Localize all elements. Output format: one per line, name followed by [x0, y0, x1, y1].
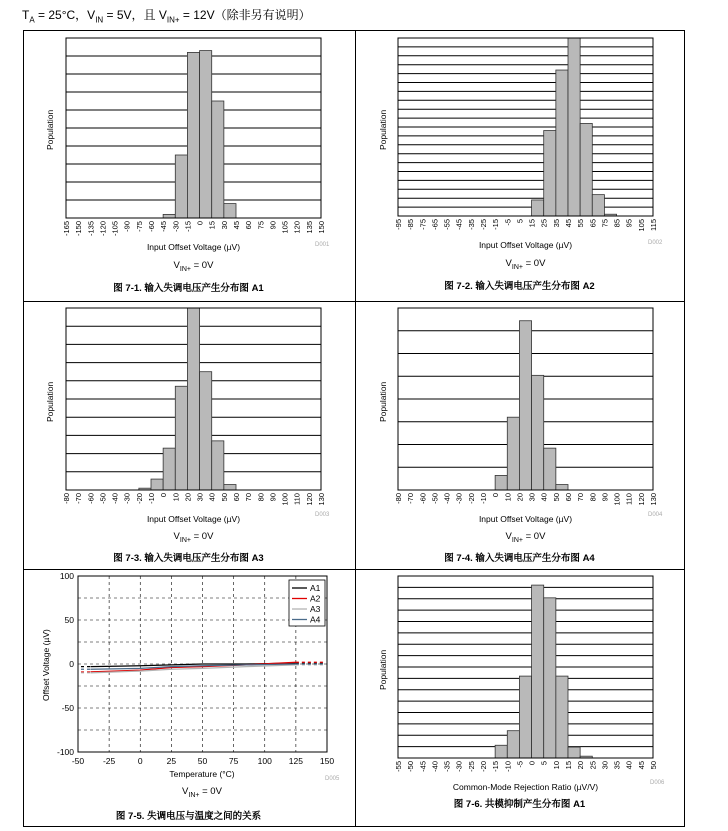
fig73-bar [212, 441, 224, 490]
fig72-tick-label: 25 [539, 219, 549, 228]
fig73-tick-label: 90 [268, 493, 278, 502]
fig72-tick-label: 65 [588, 219, 598, 228]
fig74-tick-label: 50 [551, 493, 561, 502]
fig76-xlabel: Common-Mode Rejection Ratio (µV/V) [452, 782, 599, 792]
fig72-bar [556, 70, 568, 216]
fig75-y-tick-label: 0 [69, 659, 74, 669]
fig74-xlabel: Input Offset Voltage (µV) [478, 514, 573, 524]
fig76-bar [532, 585, 544, 758]
fig73-bar [175, 386, 187, 490]
fig72-tick-label: -65 [430, 219, 440, 230]
fig73-caption: 图 7-3. 输入失调电压产生分布图 A3 [113, 553, 264, 564]
figure-7-5 [23, 568, 354, 827]
fig71-tick-label: 60 [244, 221, 254, 230]
fig75-ylabel: Offset Voltage (µV) [41, 629, 51, 701]
fig76-tick-label: 0 [527, 761, 537, 766]
fig73-tick-label: -30 [122, 493, 132, 504]
fig75-y-tick-label: 100 [59, 571, 74, 581]
fig72-ylabel: Population [378, 109, 388, 150]
fig71-ylabel: Population [45, 109, 55, 150]
fig73-tick-label: 120 [304, 493, 314, 506]
fig75-legend-label: A1 [310, 583, 321, 593]
fig74-tick-label: 120 [636, 493, 646, 506]
fig73-condition: $V_{IN+} = 0V$ [173, 531, 214, 544]
figure-7-2 [354, 30, 685, 300]
fig76-tick-label: 50 [649, 761, 658, 770]
fig72-tick-label: 15 [527, 219, 537, 228]
fig73-tick-label: 130 [317, 493, 326, 506]
fig75-y-tick-label: -50 [61, 703, 74, 713]
fig73-tick-label: -10 [147, 493, 156, 504]
fig71-tick-label: 135 [304, 221, 314, 234]
fig73-tick-label: 110 [292, 493, 302, 505]
fig76-tick-label: 5 [539, 761, 549, 766]
fig72-tick-label: -95 [394, 219, 403, 230]
fig74-tick-label: -40 [442, 493, 452, 504]
fig74-tick-label: -70 [406, 493, 416, 504]
fig73-tick-label: -60 [86, 493, 96, 504]
fig72-tick-label: 75 [600, 219, 610, 228]
fig72-xlabel: Input Offset Voltage (µV) [478, 240, 573, 250]
fig74-tick-label: 60 [564, 493, 573, 502]
fig74-tick-label: 80 [588, 493, 598, 502]
fig72-tick-label: -15 [491, 219, 501, 230]
fig76-tick-label: 15 [564, 761, 573, 770]
fig72-condition: $V_{IN+} = 0V$ [505, 258, 546, 271]
fig71-condition: $V_{IN+} = 0V$ [173, 260, 214, 273]
fig71-tick-label: -30 [171, 221, 181, 232]
fig76-tick-label: -25 [466, 761, 476, 772]
fig72-bar [568, 38, 580, 216]
fig72-bar [580, 123, 592, 216]
fig74-tick-label: 10 [503, 493, 513, 502]
fig76-tick-label: 20 [576, 761, 586, 770]
fig73-doc-id: D003 [315, 512, 330, 518]
fig72-tick-label: -5 [503, 219, 513, 226]
fig74-tick-label: 90 [600, 493, 610, 502]
fig71-tick-label: -60 [147, 221, 156, 232]
fig75-y-tick-label: 50 [64, 615, 74, 625]
fig73-tick-label: 50 [219, 493, 229, 502]
fig75-x-tick-label: 50 [197, 756, 208, 766]
fig73-tick-label: 60 [232, 493, 241, 502]
fig75-x-tick-label: 150 [319, 756, 335, 766]
fig72-doc-id: D002 [648, 240, 663, 246]
fig76-bar [519, 676, 531, 758]
fig76-bar [507, 731, 519, 758]
fig74-tick-label: -60 [418, 493, 428, 504]
fig71-bar [200, 51, 212, 218]
fig74-bar [544, 448, 556, 490]
fig76-tick-label: -15 [491, 761, 501, 772]
fig74-bar [495, 475, 507, 490]
fig75-doc-id: D005 [325, 776, 340, 782]
fig73-tick-label: 40 [207, 493, 217, 502]
fig71-tick-label: 45 [232, 221, 241, 230]
fig76-tick-label: -30 [454, 761, 464, 772]
fig72-tick-label: 35 [551, 219, 561, 228]
fig75-caption: 图 7-5. 失调电压与温度之间的关系 [115, 811, 262, 822]
fig71-bar [224, 204, 236, 218]
fig76-tick-label: -40 [430, 761, 440, 772]
fig74-tick-label: 20 [515, 493, 525, 502]
fig72-caption: 图 7-2. 输入失调电压产生分布图 A2 [444, 281, 595, 292]
fig71-tick-label: -120 [98, 221, 108, 237]
fig76-tick-label: -20 [479, 761, 488, 772]
fig75-y-tick-label: -100 [56, 747, 74, 757]
fig71-tick-label: 90 [268, 221, 278, 230]
fig76-tick-label: 45 [636, 761, 646, 770]
fig76-caption: 图 7-6. 共模抑制产生分布图 A1 [453, 799, 586, 810]
fig72-tick-label: -35 [466, 219, 476, 230]
fig73-tick-label: 100 [280, 493, 290, 506]
figure-7-4 [354, 300, 685, 568]
fig73-tick-label: -20 [134, 493, 144, 504]
fig73-bar [224, 485, 236, 490]
fig76-bar [556, 676, 568, 758]
fig71-tick-label: 75 [256, 221, 266, 230]
fig71-tick-label: -165 [62, 221, 71, 237]
fig72-tick-label: -45 [454, 219, 464, 230]
fig72-tick-label: 115 [649, 219, 658, 231]
fig74-tick-label: -10 [479, 493, 488, 504]
fig76-ylabel: Population [378, 649, 388, 690]
fig72-tick-label: -85 [406, 219, 416, 230]
fig75-x-tick-label: 25 [166, 756, 177, 766]
fig71-tick-label: -45 [159, 221, 169, 232]
fig76-tick-label: 30 [600, 761, 610, 770]
fig71-tick-label: -150 [74, 221, 84, 237]
fig71-tick-label: 30 [219, 221, 229, 230]
fig71-tick-label: -90 [122, 221, 132, 232]
fig73-tick-label: -40 [110, 493, 120, 504]
fig71-xlabel: Input Offset Voltage (µV) [146, 242, 241, 252]
fig75-legend-label: A3 [310, 604, 321, 614]
fig72-tick-label: 45 [564, 219, 573, 228]
fig76-tick-label: -55 [394, 761, 403, 772]
fig74-condition: $V_{IN+} = 0V$ [505, 531, 546, 544]
fig76-bar [544, 598, 556, 758]
fig74-plot [354, 300, 685, 568]
fig71-caption: 图 7-1. 输入失调电压产生分布图 A1 [113, 283, 264, 294]
fig74-tick-label: -30 [454, 493, 464, 504]
fig74-doc-id: D004 [648, 512, 663, 518]
fig71-bar [187, 52, 199, 218]
fig73-tick-label: -50 [98, 493, 108, 504]
fig74-bar [507, 417, 519, 490]
fig73-xlabel: Input Offset Voltage (µV) [146, 514, 241, 524]
fig74-tick-label: 70 [576, 493, 586, 502]
fig73-tick-label: 70 [244, 493, 254, 502]
fig73-tick-label: -80 [62, 493, 71, 504]
fig73-tick-label: 20 [183, 493, 193, 502]
fig75-x-tick-label: -50 [71, 756, 85, 766]
fig71-tick-label: -105 [110, 221, 120, 237]
fig75-x-tick-label: 0 [137, 756, 143, 766]
fig75-x-tick-label: 125 [288, 756, 303, 766]
fig74-tick-label: 30 [527, 493, 537, 502]
fig71-tick-label: 150 [317, 221, 326, 234]
fig72-bar [532, 200, 544, 216]
fig76-doc-id: D006 [650, 780, 665, 786]
fig76-tick-label: -5 [515, 761, 525, 768]
fig71-tick-label: -75 [134, 221, 144, 232]
fig75-xlabel: Temperature (°C) [169, 769, 235, 779]
fig71-tick-label: 0 [195, 221, 205, 226]
fig71-tick-label: 15 [207, 221, 217, 230]
fig72-tick-label: 5 [515, 219, 525, 224]
fig73-tick-label: 30 [195, 493, 205, 502]
fig75-condition: $V_{IN+} = 0V$ [182, 786, 222, 799]
fig74-tick-label: 40 [539, 493, 549, 502]
fig74-bar [532, 375, 544, 490]
fig76-tick-label: -35 [442, 761, 452, 772]
fig76-tick-label: -45 [418, 761, 428, 772]
fig73-bar [151, 479, 163, 490]
fig75-x-tick-label: -25 [102, 756, 116, 766]
fig76-bar [495, 745, 507, 758]
fig72-tick-label: 55 [576, 219, 586, 228]
fig73-tick-label: 0 [159, 493, 169, 498]
fig71-tick-label: 120 [292, 221, 302, 234]
fig71-tick-label: -135 [86, 221, 96, 237]
fig72-tick-label: 85 [612, 219, 622, 228]
fig73-bar [200, 372, 212, 490]
page-header: $T_A = 25^\circ C$，$V_{IN} = 5V$，且 $V_{IN+} = 12V$（除非另有说明） [22, 8, 311, 25]
fig74-bar [556, 485, 568, 490]
fig71-tick-label: -15 [183, 221, 193, 232]
figure-7-1 [23, 30, 354, 300]
fig71-tick-label: 105 [280, 221, 290, 234]
fig75-x-tick-label: 100 [257, 756, 272, 766]
fig74-tick-label: 0 [491, 493, 501, 498]
figure-7-6 [354, 568, 685, 827]
fig72-tick-label: 105 [636, 219, 646, 232]
fig71-bar [163, 214, 175, 218]
fig72-tick-label: 95 [624, 219, 634, 228]
fig75-x-tick-label: 75 [228, 756, 239, 766]
fig72-tick-label: -25 [479, 219, 488, 230]
fig73-bar [163, 448, 175, 490]
fig74-tick-label: 110 [624, 493, 634, 505]
fig71-bar [212, 101, 224, 218]
fig76-bar [568, 747, 580, 758]
fig76-tick-label: 35 [612, 761, 622, 770]
fig76-tick-label: 25 [588, 761, 598, 770]
fig73-tick-label: 10 [171, 493, 181, 502]
fig74-tick-label: 100 [612, 493, 622, 506]
fig73-tick-label: 80 [256, 493, 266, 502]
fig73-ylabel: Population [45, 381, 55, 422]
fig73-plot [23, 300, 354, 568]
fig71-doc-id: D001 [315, 242, 330, 248]
fig74-caption: 图 7-4. 输入失调电压产生分布图 A4 [444, 553, 595, 564]
fig73-tick-label: -70 [74, 493, 84, 504]
fig75-legend-label: A4 [310, 614, 321, 625]
fig74-bar [519, 321, 531, 490]
fig76-tick-label: 40 [624, 761, 634, 770]
fig72-bar [544, 131, 556, 216]
fig76-tick-label: -50 [406, 761, 416, 772]
fig74-tick-label: -20 [466, 493, 476, 504]
fig72-bar [592, 195, 604, 216]
fig74-tick-label: 130 [649, 493, 658, 506]
fig72-tick-label: -55 [442, 219, 452, 230]
fig76-tick-label: 10 [551, 761, 561, 770]
fig74-tick-label: -80 [394, 493, 403, 504]
fig72-tick-label: -75 [418, 219, 428, 230]
fig74-tick-label: -50 [430, 493, 440, 504]
fig74-ylabel: Population [378, 381, 388, 422]
figure-7-3 [23, 300, 354, 568]
fig71-bar [175, 155, 187, 218]
fig75-legend-label: A2 [310, 593, 321, 604]
fig76-tick-label: -10 [503, 761, 513, 772]
fig73-bar [187, 308, 199, 490]
